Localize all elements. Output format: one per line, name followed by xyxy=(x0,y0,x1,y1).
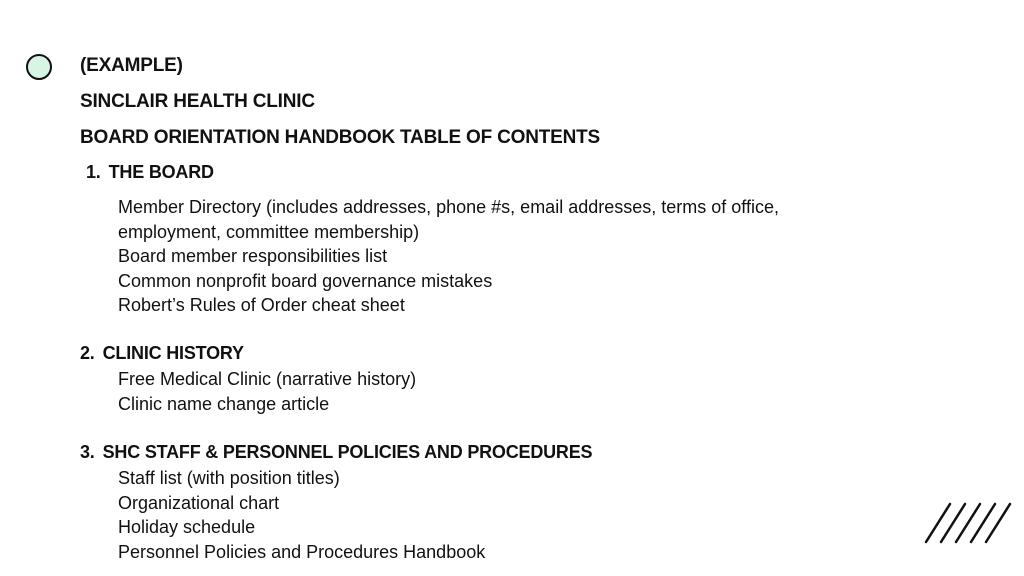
page-title: BOARD ORIENTATION HANDBOOK TABLE OF CONTENTS xyxy=(80,127,601,148)
section-heading-1 xyxy=(86,162,214,183)
slash-lines-icon xyxy=(922,500,1014,546)
list-item: Common nonprofit board governance mistakes xyxy=(118,270,493,291)
example-label: (EXAMPLE) xyxy=(80,55,183,76)
list-item: Board member responsibilities list xyxy=(118,246,388,267)
section-title: THE BOARD xyxy=(108,162,214,182)
list-item: Holiday schedule xyxy=(118,517,256,538)
list-item: Member Directory (includes addresses, phone #s, email addresses, terms of office, xyxy=(118,197,779,217)
list-item: Personnel Policies and Procedures Handbook xyxy=(118,541,486,562)
circle-bullet-icon xyxy=(26,54,52,80)
section-title: SHC STAFF & PERSONNEL POLICIES AND PROCEDURES xyxy=(102,442,593,462)
list-item: Robert’s Rules of Order cheat sheet xyxy=(118,295,405,316)
list-item: employment, committee membership) xyxy=(118,221,420,242)
section-title: CLINIC HISTORY xyxy=(102,343,244,363)
section-3-items xyxy=(118,466,485,564)
list-item: Clinic name change article xyxy=(118,393,330,414)
clinic-name: SINCLAIR HEALTH CLINIC xyxy=(80,91,315,112)
section-1-items xyxy=(118,195,779,318)
section-2-items xyxy=(118,367,416,416)
section-number: 2. xyxy=(80,343,95,363)
section-heading-2 xyxy=(80,343,244,364)
list-item: Organizational chart xyxy=(118,492,280,513)
list-item: Free Medical Clinic (narrative history) xyxy=(118,369,417,389)
section-heading-3 xyxy=(80,442,592,463)
section-number: 1. xyxy=(86,162,101,182)
list-item: Staff list (with position titles) xyxy=(118,468,340,488)
section-number: 3. xyxy=(80,442,95,462)
